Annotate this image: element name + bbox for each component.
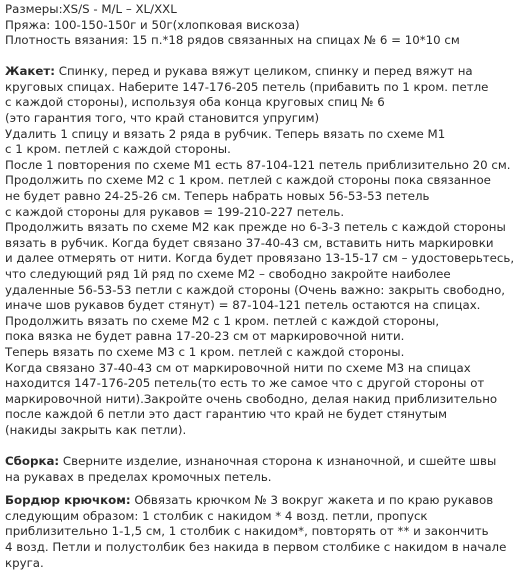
text-line: Теперь вязать по схеме М3 с 1 кром. петлей с каждой стороны. [5, 344, 405, 359]
text-line: не будет равно 24-25-26 см. Теперь набрать новых 56-53-53 петель [5, 189, 430, 204]
text-line: круговых спицах. Наберите 147-176-205 петель (прибавить по 1 кром. петле [5, 79, 489, 94]
jacket-section [5, 64, 514, 438]
text-line: пока вязка не будет равна 17-20-23 см от маркировочной нити. [5, 329, 405, 344]
assembly-section [5, 454, 514, 485]
text-line: Когда связано 37-40-43 см от маркировочной нити по схеме М3 на спицах [5, 360, 471, 375]
border-section [5, 493, 514, 571]
spacer [5, 485, 514, 493]
text-line: Продолжить вязать по схеме М2 с 1 кром. петлей с каждой стороны, [5, 313, 440, 328]
text-line: Удалить 1 спицу и вязать 2 ряда в рубчик. Теперь вязать по схеме М1 [5, 126, 446, 141]
sizes-line: Размеры:XS/S - M/L – XL/XXL [5, 2, 177, 16]
text-line: Продолжить по схеме М2 с 1 кром. петлей с каждой стороны пока связанное [5, 173, 491, 188]
text-line: После 1 повторения по схеме М1 есть 87-104-121 петель приблизительно 20 см. [5, 157, 511, 172]
text-line: Продолжить вязать по схеме М2 как прежде но 6-3-3 петель с каждой стороны [5, 220, 506, 235]
border-heading: Бордюр крючком: [5, 493, 131, 508]
text-line: (это гарантия того, что край становится упругим) [5, 111, 320, 126]
text-line: с каждой стороны для рукавов = 199-210-227 петель. [5, 204, 345, 219]
border-intro: Обвязать крючком № 3 вокруг жакета и по краю рукавов [130, 493, 494, 508]
jacket-intro: Спинку, перед и рукава вяжут целиком, спинку и перед вяжут на [54, 64, 473, 79]
assembly-first-line [5, 454, 514, 470]
border-first-line [5, 493, 514, 509]
text-line: после каждой 6 петли это даст гарантию что край не будет стянутым [5, 407, 447, 422]
text-line: с каждой стороны), используя оба конца круговых спиц № 6 [5, 95, 385, 110]
text-line: следующим образом: 1 столбик с накидом * 4 возд. петли, пропуск [5, 508, 428, 523]
spacer [5, 439, 514, 455]
assembly-body [5, 470, 514, 486]
text-line: круга. [5, 555, 44, 570]
border-body [5, 509, 514, 571]
text-line: с 1 кром. петлей с каждой стороны. [5, 142, 231, 157]
text-line: маркировочной нити).Закройте очень свободно, делая накид приблизительно [5, 391, 498, 406]
jacket-heading: Жакет: [5, 64, 55, 79]
text-line: (накиды закрыть как петли). [5, 422, 187, 437]
text-line: и далее отмерять от нити. Когда будет провязано 13-15-17 см – удостоверьтесь, [5, 251, 515, 266]
text-line: на рукавах в пределах кромочных петель. [5, 469, 272, 484]
header-block [5, 2, 514, 49]
gauge-line: Плотность вязания: 15 п.*18 рядов связанных на спицах № 6 = 10*10 см [5, 33, 460, 48]
text-line: приблизительно 1-1,5 см, 1 столбик с накидом*, повторять от ** и закончить [5, 524, 489, 539]
jacket-body [5, 80, 514, 439]
spacer [5, 49, 514, 65]
text-line: иначе шов рукавов будет стянут) = 87-104-121 петель остаются на спицах. [5, 298, 481, 313]
text-line: что следующий ряд 1й ряд по схеме М2 – свободно закройте наиболее [5, 267, 451, 281]
text-line: 4 возд. Петли и полустолбик без накида в первом столбике с накидом в начале [5, 540, 507, 554]
jacket-first-line [5, 64, 514, 80]
text-line: вязать в рубчик. Когда будет связано 37-40-43 см, вставить нить маркировки [5, 235, 494, 250]
assembly-intro: Сверните изделие, изнаночная сторона к изнаночной, и сшейте швы [59, 454, 497, 469]
text-line: находится 147-176-205 петель(то есть то же самое что с другой стороны от [5, 376, 485, 391]
yarn-line: Пряжа: 100-150-150г и 50г(хлопковая вискоза) [5, 17, 300, 32]
assembly-heading: Сборка: [5, 454, 60, 469]
text-line: удаленные 56-53-53 петли с каждой стороны (Очень важно: закрыть свободно, [5, 282, 506, 297]
